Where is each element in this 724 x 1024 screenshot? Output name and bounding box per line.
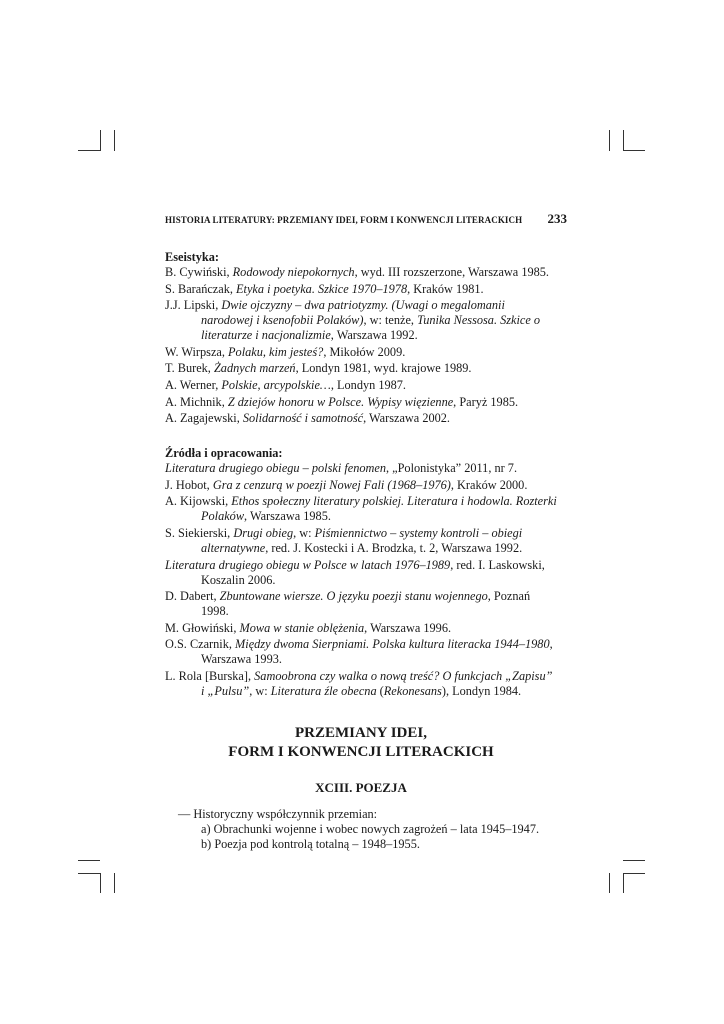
bibliography-entry: A. Michnik, Z dziejów honoru w Polsce. Wypisy więzienne, Paryż 1985. bbox=[165, 394, 519, 409]
crop-mark bbox=[100, 130, 101, 151]
crop-mark bbox=[114, 130, 115, 151]
eseistyka-heading: Eseistyka: bbox=[165, 250, 219, 264]
crop-mark bbox=[609, 130, 610, 151]
bibliography-entry: A. Zagajewski, Solidarność i samotność, Warszawa 2002. bbox=[165, 411, 450, 426]
chapter-title: XCIII. POEZJA bbox=[315, 779, 407, 795]
running-title: HISTORIA LITERATURY: PRZEMIANY IDEI, FORM I KONWENCJI LITERACKICH bbox=[165, 215, 523, 225]
bibliography-entry: W. Wirpsza, Polaku, kim jesteś?, Mikołów 2009. bbox=[165, 344, 406, 359]
crop-mark bbox=[623, 130, 624, 151]
bibliography-entry: A. Werner, Polskie, arcypolskie…, Londyn 1987. bbox=[165, 377, 407, 392]
page-number: 233 bbox=[547, 211, 567, 226]
crop-mark bbox=[623, 873, 645, 874]
crop-mark bbox=[114, 873, 115, 893]
page-body bbox=[165, 250, 557, 852]
bibliography-entry: D. Dabert, Zbuntowane wiersze. O języku poezji stanu wojennego, Poznań 1998. bbox=[165, 589, 531, 619]
outline-item: — Historyczny współczynnik przemian: bbox=[178, 806, 378, 821]
bibliography-entry: J. Hobot, Gra z cenzurą w poezji Nowej Fali (1968–1976), Kraków 2000. bbox=[165, 477, 528, 492]
crop-mark bbox=[623, 150, 645, 151]
section-title-line: PRZEMIANY IDEI, bbox=[295, 724, 427, 741]
crop-mark bbox=[78, 860, 100, 861]
bibliography-entry: J.J. Lipski, Dwie ojczyzny – dwa patriotyzmy. (Uwagi o megalomanii narodowej i ksenofobii Polaków), w: tenże, Tunika Nessosa. Szkice o literaturze i nacjonalizmie, Warszawa 1992. bbox=[165, 298, 541, 343]
zrodla-heading: Źródła i opracowania: bbox=[165, 446, 283, 461]
crop-mark bbox=[78, 873, 100, 874]
eseistyka-list bbox=[165, 265, 557, 426]
outline-item: a) Obrachunki wojenne i wobec nowych zagrożeń – lata 1945–1947. bbox=[201, 821, 540, 836]
crop-mark bbox=[623, 860, 645, 861]
crop-mark bbox=[623, 873, 624, 893]
bibliography-entry: Literatura drugiego obiegu w Polsce w latach 1976–1989, red. I. Laskowski, Koszalin 2006. bbox=[165, 557, 545, 587]
crop-mark bbox=[609, 873, 610, 893]
bibliography-entry: O.S. Czarnik, Między dwoma Sierpniami. Polska kultura literacka 1944–1980, Warszawa 1993. bbox=[165, 637, 553, 667]
bibliography-entry: S. Barańczak, Etyka i poetyka. Szkice 1970–1978, Kraków 1981. bbox=[165, 281, 484, 296]
bibliography-entry: Literatura drugiego obiegu – polski fenomen, „Polonistyka” 2011, nr 7. bbox=[165, 461, 518, 476]
crop-mark bbox=[100, 873, 101, 893]
bibliography-entry: S. Siekierski, Drugi obieg, w: Piśmiennictwo – systemy kontroli – obiegi alternatywne, red. J. Kostecki i A. Brodzka, t. 2, Warszawa 1992. bbox=[165, 525, 523, 555]
bibliography-entry: A. Kijowski, Ethos społeczny literatury polskiej. Literatura i hodowla. Rozterki Polaków, Warszawa 1985. bbox=[165, 494, 557, 524]
bibliography-entry: T. Burek, Żadnych marzeń, Londyn 1981, wyd. krajowe 1989. bbox=[165, 361, 472, 376]
section-title-line: FORM I KONWENCJI LITERACKICH bbox=[228, 743, 494, 760]
bibliography-entry: M. Głowiński, Mowa w stanie oblężenia, Warszawa 1996. bbox=[165, 620, 452, 635]
section-title bbox=[165, 724, 557, 762]
outline-item: b) Poezja pod kontrolą totalną – 1948–1955. bbox=[201, 836, 420, 851]
crop-mark bbox=[78, 150, 100, 151]
zrodla-list bbox=[165, 461, 557, 699]
bibliography-entry: B. Cywiński, Rodowody niepokornych, wyd. III rozszerzone, Warszawa 1985. bbox=[165, 265, 550, 279]
running-header bbox=[165, 211, 567, 227]
outline-list bbox=[165, 807, 557, 852]
bibliography-entry: L. Rola [Burska], Samoobrona czy walka o nową treść? O funkcjach „Zapisu” i „Pulsu”, w: Literatura źle obecna (Rekonesans), Londyn 1984. bbox=[165, 668, 553, 698]
